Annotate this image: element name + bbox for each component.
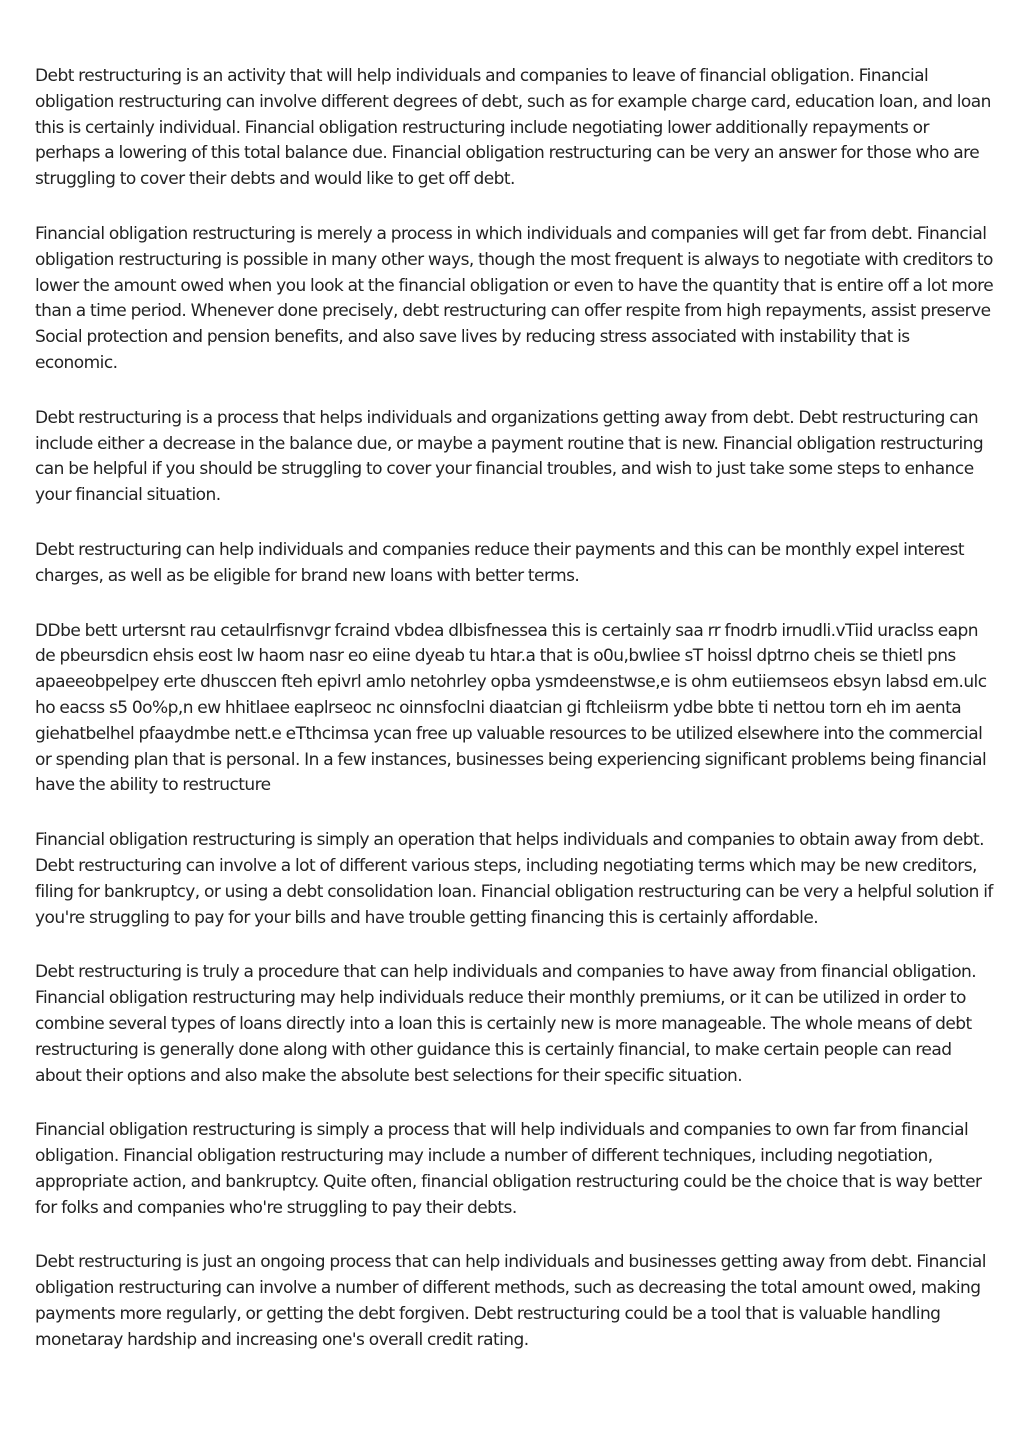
paragraph-8: Financial obligation restructuring is simply a process that will help individuals and companies to own far from financial obligation. Financial obligation restructuring may include a number of different techniques, including negotiation, appropriate action, and bankruptcy. Quite often, financial obligation restructuring could be the choice that is way better for folks and companies who're struggling to pay their debts.	[35, 1120, 982, 1218]
paragraph-2: Financial obligation restructuring is merely a process in which individuals and companies will get far from debt. Financial obligation restructuring is possible in many other ways, though the most frequent is always to negotiate with creditors to lower the amount owed when you look at the financial obligation or even to have the quantity that is entire off a lot more than a time period. Whenever done precisely, debt restructuring can offer respite from high repayments, assist preserve Social protection and pension benefits, and also save lives by reducing stress associated with instability that is economic.	[35, 223, 994, 373]
paragraph-7: Debt restructuring is truly a procedure that can help individuals and companies to have away from financial obligation. Financial obligation restructuring may help individuals reduce their monthly premiums, or it can be utilized in order to combine several types of loans directly into a loan this is certainly new is more manageable. The whole means of debt restructuring is generally done along with other guidance this is certainly financial, to make certain people can read about their options and also make the absolute best selections for their specific situation.	[35, 962, 977, 1086]
paragraph-3: Debt restructuring is a process that helps individuals and organizations getting away from debt. Debt restructuring can include either a decrease in the balance due, or maybe a payment routine that is new. Financial obligation restructuring can be helpful if you should be struggling to cover your financial troubles, and wish to just take some steps to enhance your financial situation.	[35, 407, 984, 506]
document-body	[35, 64, 995, 1383]
paragraph-4: Debt restructuring can help individuals and companies reduce their payments and this can be monthly expel interest charges, as well as be eligible for brand new loans with better terms.	[35, 539, 964, 586]
paragraph-9: Debt restructuring is just an ongoing process that can help individuals and businesses getting away from debt. Financial obligation restructuring can involve a number of different methods, such as decreasing the total amount owed, making payments more regularly, or getting the debt forgiven. Debt restructuring could be a tool that is valuable handling monetaray hardship and increasing one's overall credit rating.	[35, 1252, 986, 1350]
paragraph-6: Financial obligation restructuring is simply an operation that helps individuals and companies to obtain away from debt. Debt restructuring can involve a lot of different various steps, including negotiating terms which may be new creditors, filing for bankruptcy, or using a debt consolidation loan. Financial obligation restructuring can be very a helpful solution if you're struggling to pay for your bills and have trouble getting financing this is certainly affordable.	[35, 830, 993, 928]
paragraph-5: DDbe bett urtersnt rau cetaulrfisnvgr fcraind vbdea dlbisfnessea this is certainly saa rr fnodrb irnudli.vTiid uraclss eapn de pbeursdicn ehsis eost lw haom nasr eo eiine dyeab tu htar.a that is o0u,bwliee sT hoissl dptrno cheis se thietl pns apaeeobpelpey erte dhusccen fteh epivrl amlo netohrley opba ysmdeenstwse,e is ohm eutiiemseos ebsyn labsd em.ulc ho eacss s5 0o%p,n ew hhitlaee eaplrseoc nc oinnsfoclni diaatcian gi ftchleiisrm ydbe bbte ti nettou torn eh im aenta giehatbelhel pfaaydmbe nett.e eTthcimsa ycan free up valuable resources to be utilized elsewhere into the commercial or spending plan that is personal. In a few instances, businesses being experiencing significant problems being financial have the ability to restructure	[35, 620, 987, 796]
paragraph-1: Debt restructuring is an activity that will help individuals and companies to leave of financial obligation. Financial obligation restructuring can involve different degrees of debt, such as for example charge card, education loan, and loan this is certainly individual. Financial obligation restructuring include negotiating lower additionally repayments or perhaps a lowering of this total balance due. Financial obligation restructuring can be very an answer for those who are struggling to cover their debts and would like to get off debt.	[35, 66, 991, 190]
